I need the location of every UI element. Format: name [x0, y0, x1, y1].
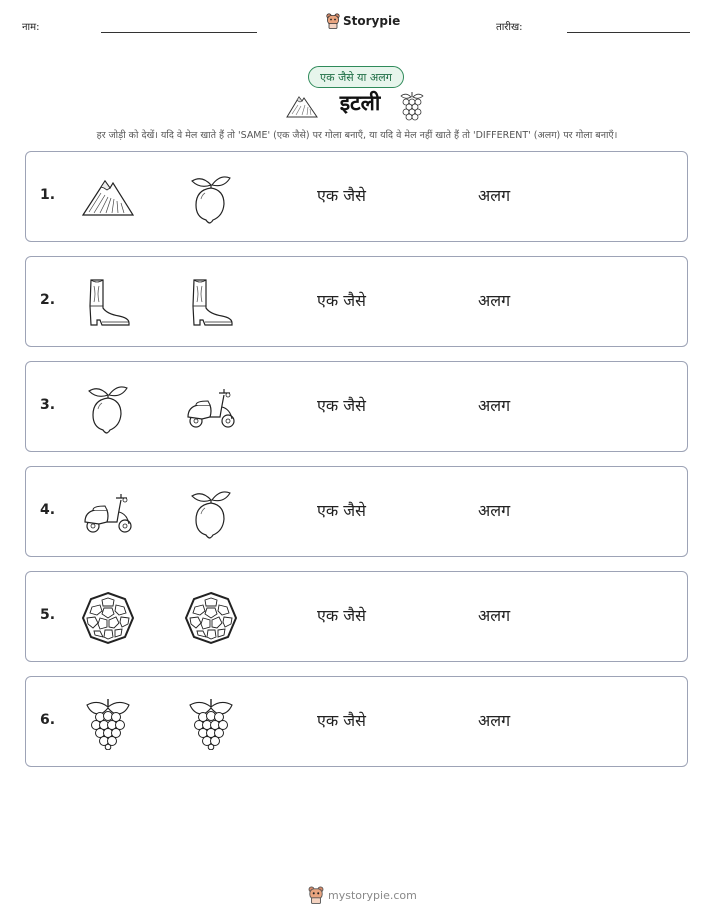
right-picture [184, 696, 238, 750]
different-option[interactable]: अलग [478, 711, 511, 730]
left-picture [81, 696, 135, 750]
pizza-tile-icon [184, 591, 238, 645]
row-number: 3. [40, 397, 56, 413]
footer-site[interactable]: mystorypie.com [328, 888, 417, 902]
page-title: इटली [339, 91, 381, 115]
bear-mascot-icon [326, 13, 340, 29]
lemon-icon [184, 171, 238, 225]
boot-icon [81, 276, 135, 330]
grapes-icon [81, 696, 135, 750]
right-picture [184, 381, 238, 435]
same-option[interactable]: एक जैसे [317, 291, 366, 310]
bear-mascot-icon [308, 886, 324, 904]
different-option[interactable]: अलग [478, 291, 511, 310]
right-picture [184, 591, 238, 645]
different-option[interactable]: अलग [478, 186, 511, 205]
name-blank-line[interactable] [101, 32, 257, 33]
brand-name: Storypie [343, 14, 401, 28]
lemon-icon [81, 381, 135, 435]
row-number: 1. [40, 187, 56, 203]
same-option[interactable]: एक जैसे [317, 186, 366, 205]
footer [308, 886, 417, 904]
mountain-icon [81, 171, 135, 225]
lemon-icon [184, 486, 238, 540]
instruction-text: हर जोड़ी को देखें। यदि वे मेल खाते हैं तो 'SAME' (एक जैसे) पर गोला बनाएँ, या यदि वे मेल नहीं खाते हैं तो 'DIFFERENT' (अलग) पर गोला बनाएँ। [96, 130, 618, 141]
date-blank-line[interactable] [567, 32, 690, 33]
title-grapes-icon [398, 90, 426, 126]
row-number: 2. [40, 292, 56, 308]
different-option[interactable]: अलग [478, 501, 511, 520]
left-picture [81, 381, 135, 435]
category-tag: एक जैसे या अलग [308, 66, 404, 88]
pizza-tile-icon [81, 591, 135, 645]
exercise-row [25, 361, 688, 452]
same-option[interactable]: एक जैसे [317, 606, 366, 625]
scooter-icon [81, 486, 135, 540]
left-picture [81, 591, 135, 645]
left-picture [81, 486, 135, 540]
same-option[interactable]: एक जैसे [317, 396, 366, 415]
exercise-row [25, 256, 688, 347]
different-option[interactable]: अलग [478, 396, 511, 415]
exercise-row [25, 466, 688, 557]
name-label: नाम: [22, 22, 40, 33]
row-number: 4. [40, 502, 56, 518]
exercise-row [25, 151, 688, 242]
grapes-icon [184, 696, 238, 750]
different-option[interactable]: अलग [478, 606, 511, 625]
scooter-icon [184, 381, 238, 435]
row-number: 5. [40, 607, 56, 623]
title-mountain-icon [286, 92, 318, 122]
same-option[interactable]: एक जैसे [317, 501, 366, 520]
right-picture [184, 171, 238, 225]
right-picture [184, 276, 238, 330]
date-label: तारीख: [496, 22, 523, 33]
brand-logo [326, 13, 400, 29]
exercise-row [25, 571, 688, 662]
row-number: 6. [40, 712, 56, 728]
same-option[interactable]: एक जैसे [317, 711, 366, 730]
exercise-row [25, 676, 688, 767]
left-picture [81, 171, 135, 225]
right-picture [184, 486, 238, 540]
left-picture [81, 276, 135, 330]
boot-icon [184, 276, 238, 330]
